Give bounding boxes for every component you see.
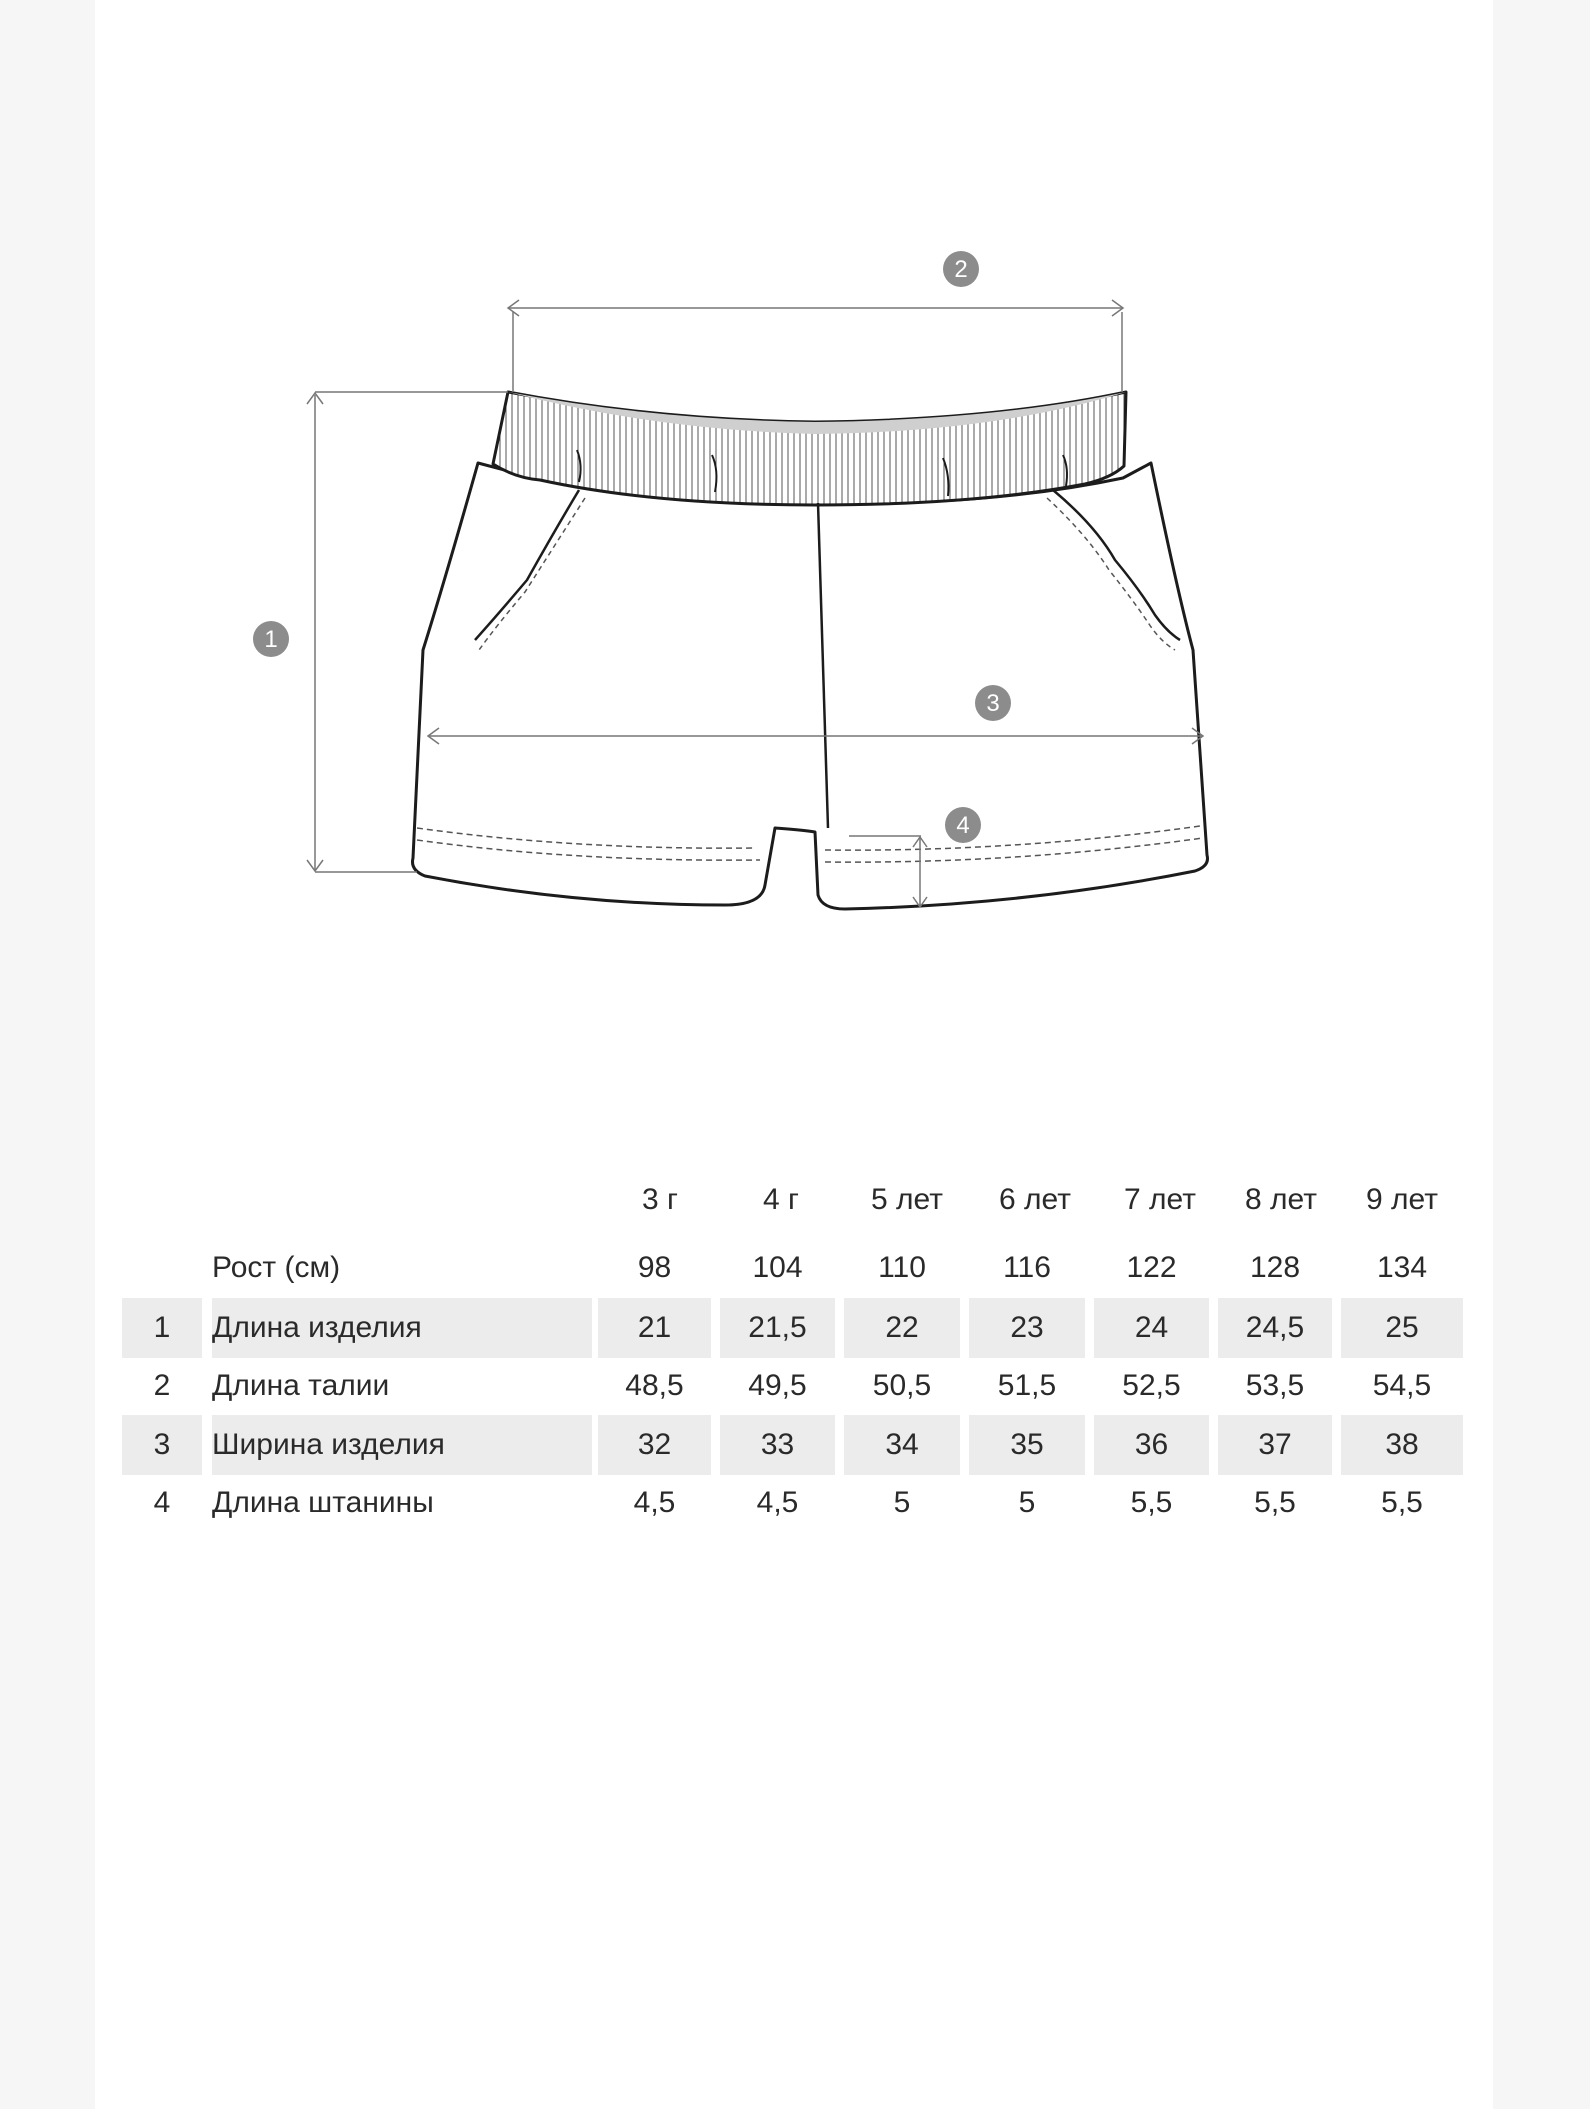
- table-cell: 32: [598, 1415, 711, 1475]
- table-cell: 24,5: [1218, 1298, 1332, 1358]
- table-cell: 33: [720, 1415, 835, 1475]
- size-header: 4 г: [763, 1183, 799, 1216]
- table-cell: 35: [969, 1415, 1085, 1475]
- size-header: 6 лет: [999, 1183, 1071, 1216]
- table-cell: 110: [878, 1251, 926, 1284]
- marker-3-badge: [975, 685, 1011, 721]
- table-row: [122, 1356, 1466, 1416]
- table-header-row: [122, 1170, 1466, 1230]
- svg-text:3: 3: [986, 690, 1000, 717]
- table-cell: 5,5: [1381, 1486, 1423, 1519]
- row-number: 4: [153, 1486, 171, 1519]
- size-chart-page: [95, 0, 1493, 2109]
- table-cell: 23: [969, 1298, 1085, 1358]
- table-cell: 98: [637, 1251, 672, 1284]
- svg-text:2: 2: [954, 256, 968, 283]
- table-cell: 21,5: [720, 1298, 835, 1358]
- table-cell: 5: [1018, 1486, 1036, 1519]
- table-cell: 5: [893, 1486, 911, 1519]
- size-header: 7 лет: [1124, 1183, 1196, 1216]
- table-cell: 36: [1094, 1415, 1209, 1475]
- svg-text:4: 4: [956, 812, 970, 839]
- table-cell: 22: [844, 1298, 960, 1358]
- table-row: [122, 1473, 1466, 1533]
- table-cell: 50,5: [872, 1369, 932, 1402]
- shorts-outline: [413, 463, 1208, 909]
- marker-1-badge: [253, 621, 289, 657]
- table-cell: 128: [1249, 1251, 1301, 1284]
- table-cell: 134: [1376, 1251, 1428, 1284]
- marker-4-badge: [945, 807, 981, 843]
- marker-2-badge: [943, 251, 979, 287]
- size-header: 3 г: [642, 1183, 678, 1216]
- size-header: 8 лет: [1245, 1183, 1317, 1216]
- table-cell: 37: [1218, 1415, 1332, 1475]
- table-cell: 5,5: [1254, 1486, 1296, 1519]
- table-cell: 53,5: [1245, 1369, 1305, 1402]
- table-cell: 38: [1341, 1415, 1463, 1475]
- table-row: [122, 1298, 1466, 1358]
- row-number: 1: [122, 1298, 202, 1358]
- table-row: [122, 1238, 1466, 1298]
- dimension-line-2: [508, 300, 1123, 392]
- row-number: 2: [153, 1369, 171, 1402]
- shorts-diagram: [95, 0, 1493, 1000]
- table-cell: 122: [1126, 1251, 1177, 1284]
- table-cell: 48,5: [625, 1369, 684, 1402]
- row-number: 3: [122, 1415, 202, 1475]
- row-label: Рост (см): [212, 1251, 341, 1284]
- table-row: [122, 1415, 1466, 1475]
- table-cell: 4,5: [633, 1486, 676, 1519]
- row-label: Длина изделия: [212, 1298, 592, 1358]
- svg-text:1: 1: [264, 626, 278, 653]
- row-label: Длина талии: [212, 1369, 390, 1402]
- table-cell: 24: [1094, 1298, 1209, 1358]
- row-number: [122, 1238, 202, 1298]
- size-header: 5 лет: [871, 1183, 943, 1216]
- table-cell: 49,5: [748, 1369, 807, 1402]
- table-cell: 25: [1341, 1298, 1463, 1358]
- row-label: Длина штанины: [212, 1486, 434, 1519]
- table-cell: 54,5: [1372, 1369, 1432, 1402]
- table-cell: 104: [752, 1251, 803, 1284]
- table-cell: 52,5: [1122, 1369, 1181, 1402]
- table-cell: 34: [844, 1415, 960, 1475]
- table-cell: 116: [1003, 1251, 1051, 1284]
- table-cell: 5,5: [1130, 1486, 1173, 1519]
- table-cell: 51,5: [997, 1369, 1057, 1402]
- size-header: 9 лет: [1366, 1183, 1438, 1216]
- table-cell: 21: [598, 1298, 711, 1358]
- row-label: Ширина изделия: [212, 1415, 592, 1475]
- table-cell: 4,5: [756, 1486, 799, 1519]
